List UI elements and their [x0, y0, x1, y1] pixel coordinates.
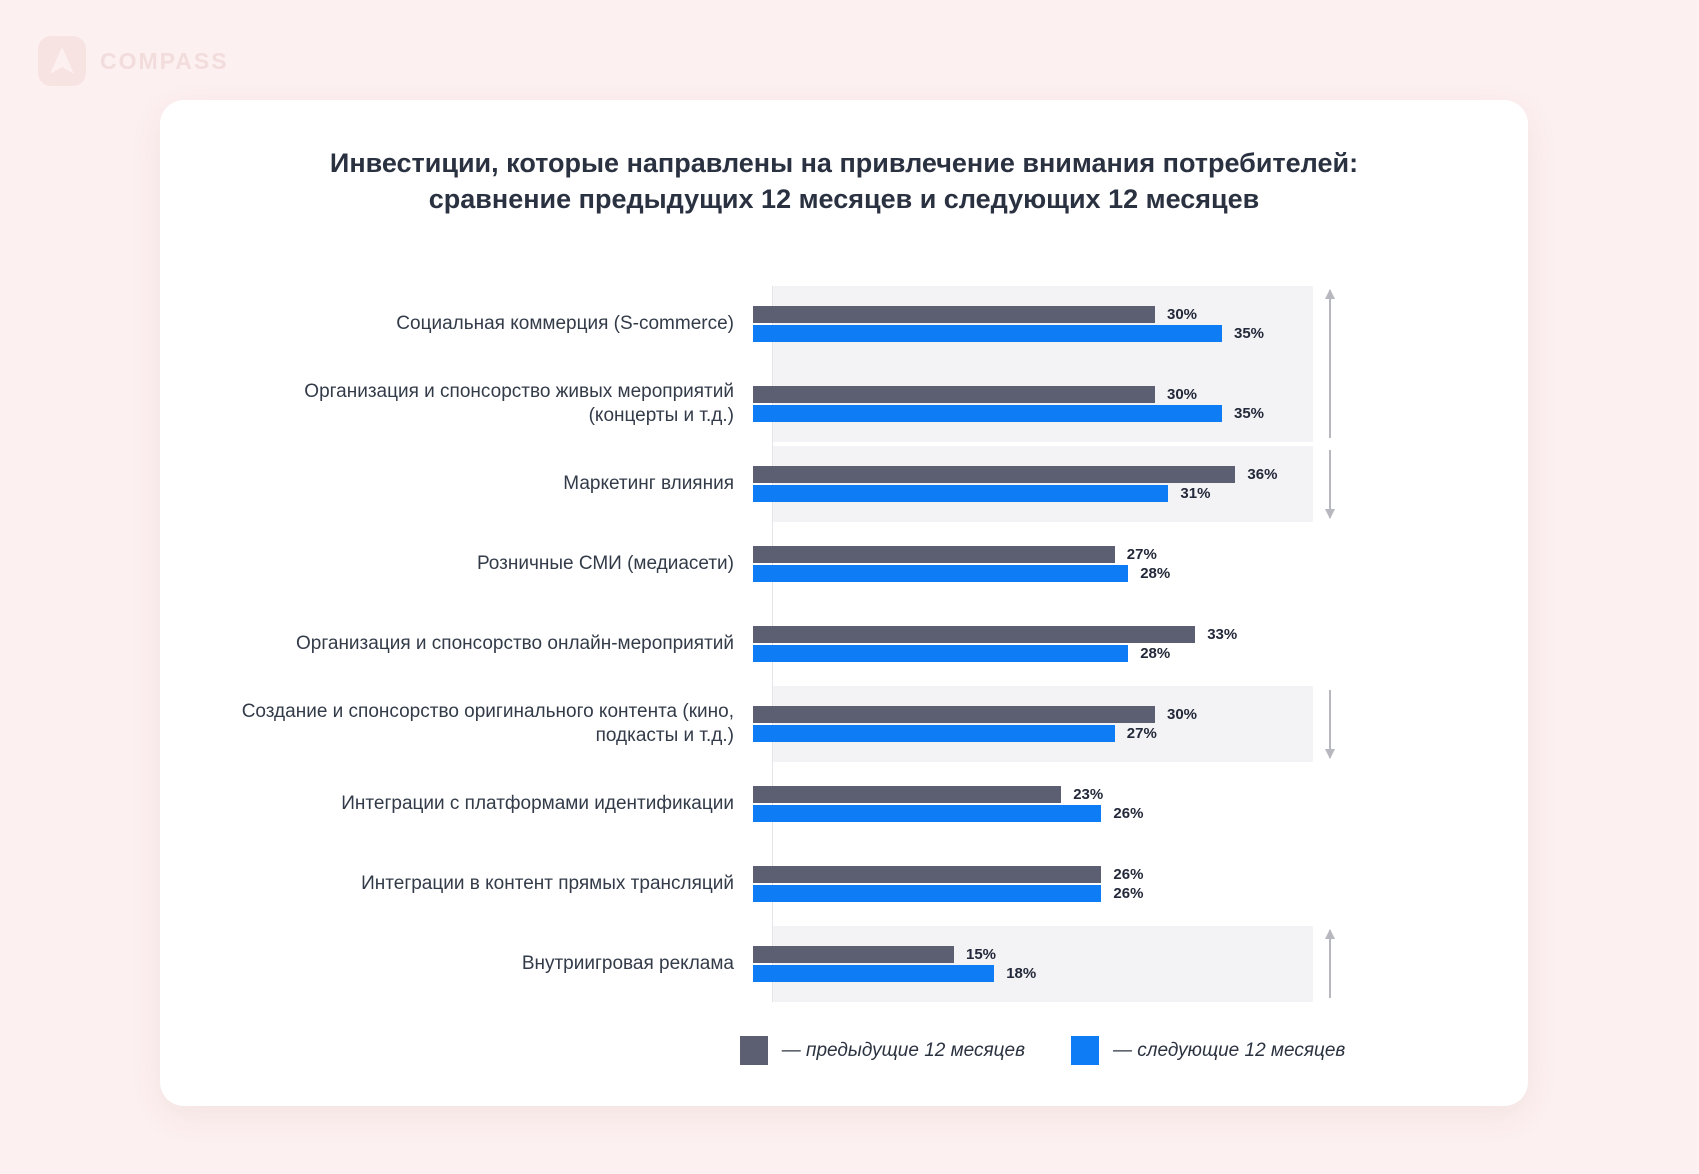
bar	[753, 466, 1235, 483]
bar-group	[753, 864, 1528, 904]
bar	[753, 725, 1115, 742]
value-label: 30%	[1167, 706, 1198, 723]
chart-card	[160, 100, 1528, 1106]
compass-logo	[38, 36, 229, 86]
category-label: Маркетинг влияния	[563, 472, 734, 494]
value-label: 35%	[1234, 405, 1265, 422]
bar-line	[753, 405, 1528, 422]
chart-row	[160, 924, 1528, 1004]
value-label: 31%	[1180, 485, 1211, 502]
legend-label: — следующие 12 месяцев	[1113, 1039, 1346, 1061]
bar-line	[753, 866, 1528, 883]
navigation-arrow-icon	[38, 36, 86, 86]
category-label: Интеграции в контент прямых трансляций	[361, 872, 734, 894]
bar	[753, 626, 1195, 643]
value-label: 36%	[1247, 466, 1278, 483]
bar-line	[753, 645, 1528, 662]
chart-title-line2: сравнение предыдущих 12 месяцев и следующих 12 месяцев	[428, 184, 1260, 215]
bar-group	[753, 464, 1528, 504]
value-label: 30%	[1167, 386, 1198, 403]
value-label: 27%	[1126, 725, 1157, 742]
bar-line	[753, 485, 1528, 502]
bar-line	[753, 386, 1528, 403]
bar-chart	[160, 284, 1528, 1024]
legend-label: — предыдущие 12 месяцев	[781, 1039, 1026, 1061]
value-label: 23%	[1073, 786, 1104, 803]
value-label: 28%	[1140, 645, 1171, 662]
bar-line	[753, 626, 1528, 643]
bar-line	[753, 786, 1528, 803]
bar-group	[753, 784, 1528, 824]
bar-line	[753, 706, 1528, 723]
bar-group	[753, 544, 1528, 584]
bar	[753, 866, 1101, 883]
bar-line	[753, 325, 1528, 342]
category-label: Розничные СМИ (медиасети)	[476, 552, 734, 574]
value-label: 15%	[966, 946, 997, 963]
legend-item	[740, 1036, 1025, 1065]
logo-wordmark: COMPASS	[100, 47, 229, 74]
chart-row	[160, 844, 1528, 924]
bar-group	[753, 944, 1528, 984]
bar	[753, 485, 1168, 502]
bar-line	[753, 885, 1528, 902]
bar-group	[753, 624, 1528, 664]
category-label: Организация и спонсорство онлайн-мероприятий	[296, 632, 734, 654]
bar	[753, 565, 1128, 582]
bar-line	[753, 965, 1528, 982]
category-label: Организация и спонсорство живых мероприятий (концерты и т.д.)	[304, 380, 734, 426]
bar	[753, 645, 1128, 662]
bar	[753, 405, 1222, 422]
bar-group	[753, 384, 1528, 424]
chart-row	[160, 604, 1528, 684]
chart-legend	[772, 1036, 1346, 1065]
legend-item	[1071, 1036, 1345, 1065]
chart-row	[160, 444, 1528, 524]
bar-line	[753, 466, 1528, 483]
category-label: Создание и спонсорство оригинального контента (кино, подкасты и т.д.)	[241, 700, 734, 746]
legend-swatch	[1071, 1036, 1099, 1065]
bar	[753, 325, 1222, 342]
value-label: 35%	[1234, 325, 1265, 342]
chart-row	[160, 684, 1528, 764]
value-label: 26%	[1113, 805, 1144, 822]
chart-row	[160, 284, 1528, 364]
bar-group	[753, 304, 1528, 344]
chart-row	[160, 364, 1528, 444]
bar	[753, 546, 1115, 563]
value-label: 33%	[1207, 626, 1238, 643]
bar-line	[753, 546, 1528, 563]
value-label: 30%	[1167, 306, 1198, 323]
bar-line	[753, 946, 1528, 963]
bar-line	[753, 565, 1528, 582]
bar	[753, 706, 1155, 723]
bar-line	[753, 306, 1528, 323]
category-label: Интеграции с платформами идентификации	[341, 792, 734, 814]
bar	[753, 786, 1061, 803]
chart-title-line1: Инвестиции, которые направлены на привлечение внимания потребителей:	[329, 148, 1359, 178]
bar	[753, 885, 1101, 902]
bar	[753, 965, 994, 982]
chart-row	[160, 764, 1528, 844]
bar-group	[753, 704, 1528, 744]
bar	[753, 386, 1155, 403]
value-label: 26%	[1113, 866, 1144, 883]
bar-line	[753, 805, 1528, 822]
category-label: Внутриигровая реклама	[521, 952, 734, 974]
value-label: 28%	[1140, 565, 1171, 582]
bar	[753, 306, 1155, 323]
bar-line	[753, 725, 1528, 742]
bar	[753, 946, 954, 963]
legend-swatch	[740, 1036, 768, 1065]
category-label: Социальная коммерция (S-commerce)	[396, 312, 734, 334]
bar	[753, 805, 1101, 822]
chart-row	[160, 524, 1528, 604]
value-label: 27%	[1126, 546, 1157, 563]
value-label: 26%	[1113, 885, 1144, 902]
value-label: 18%	[1006, 965, 1037, 982]
chart-title	[254, 145, 1434, 218]
